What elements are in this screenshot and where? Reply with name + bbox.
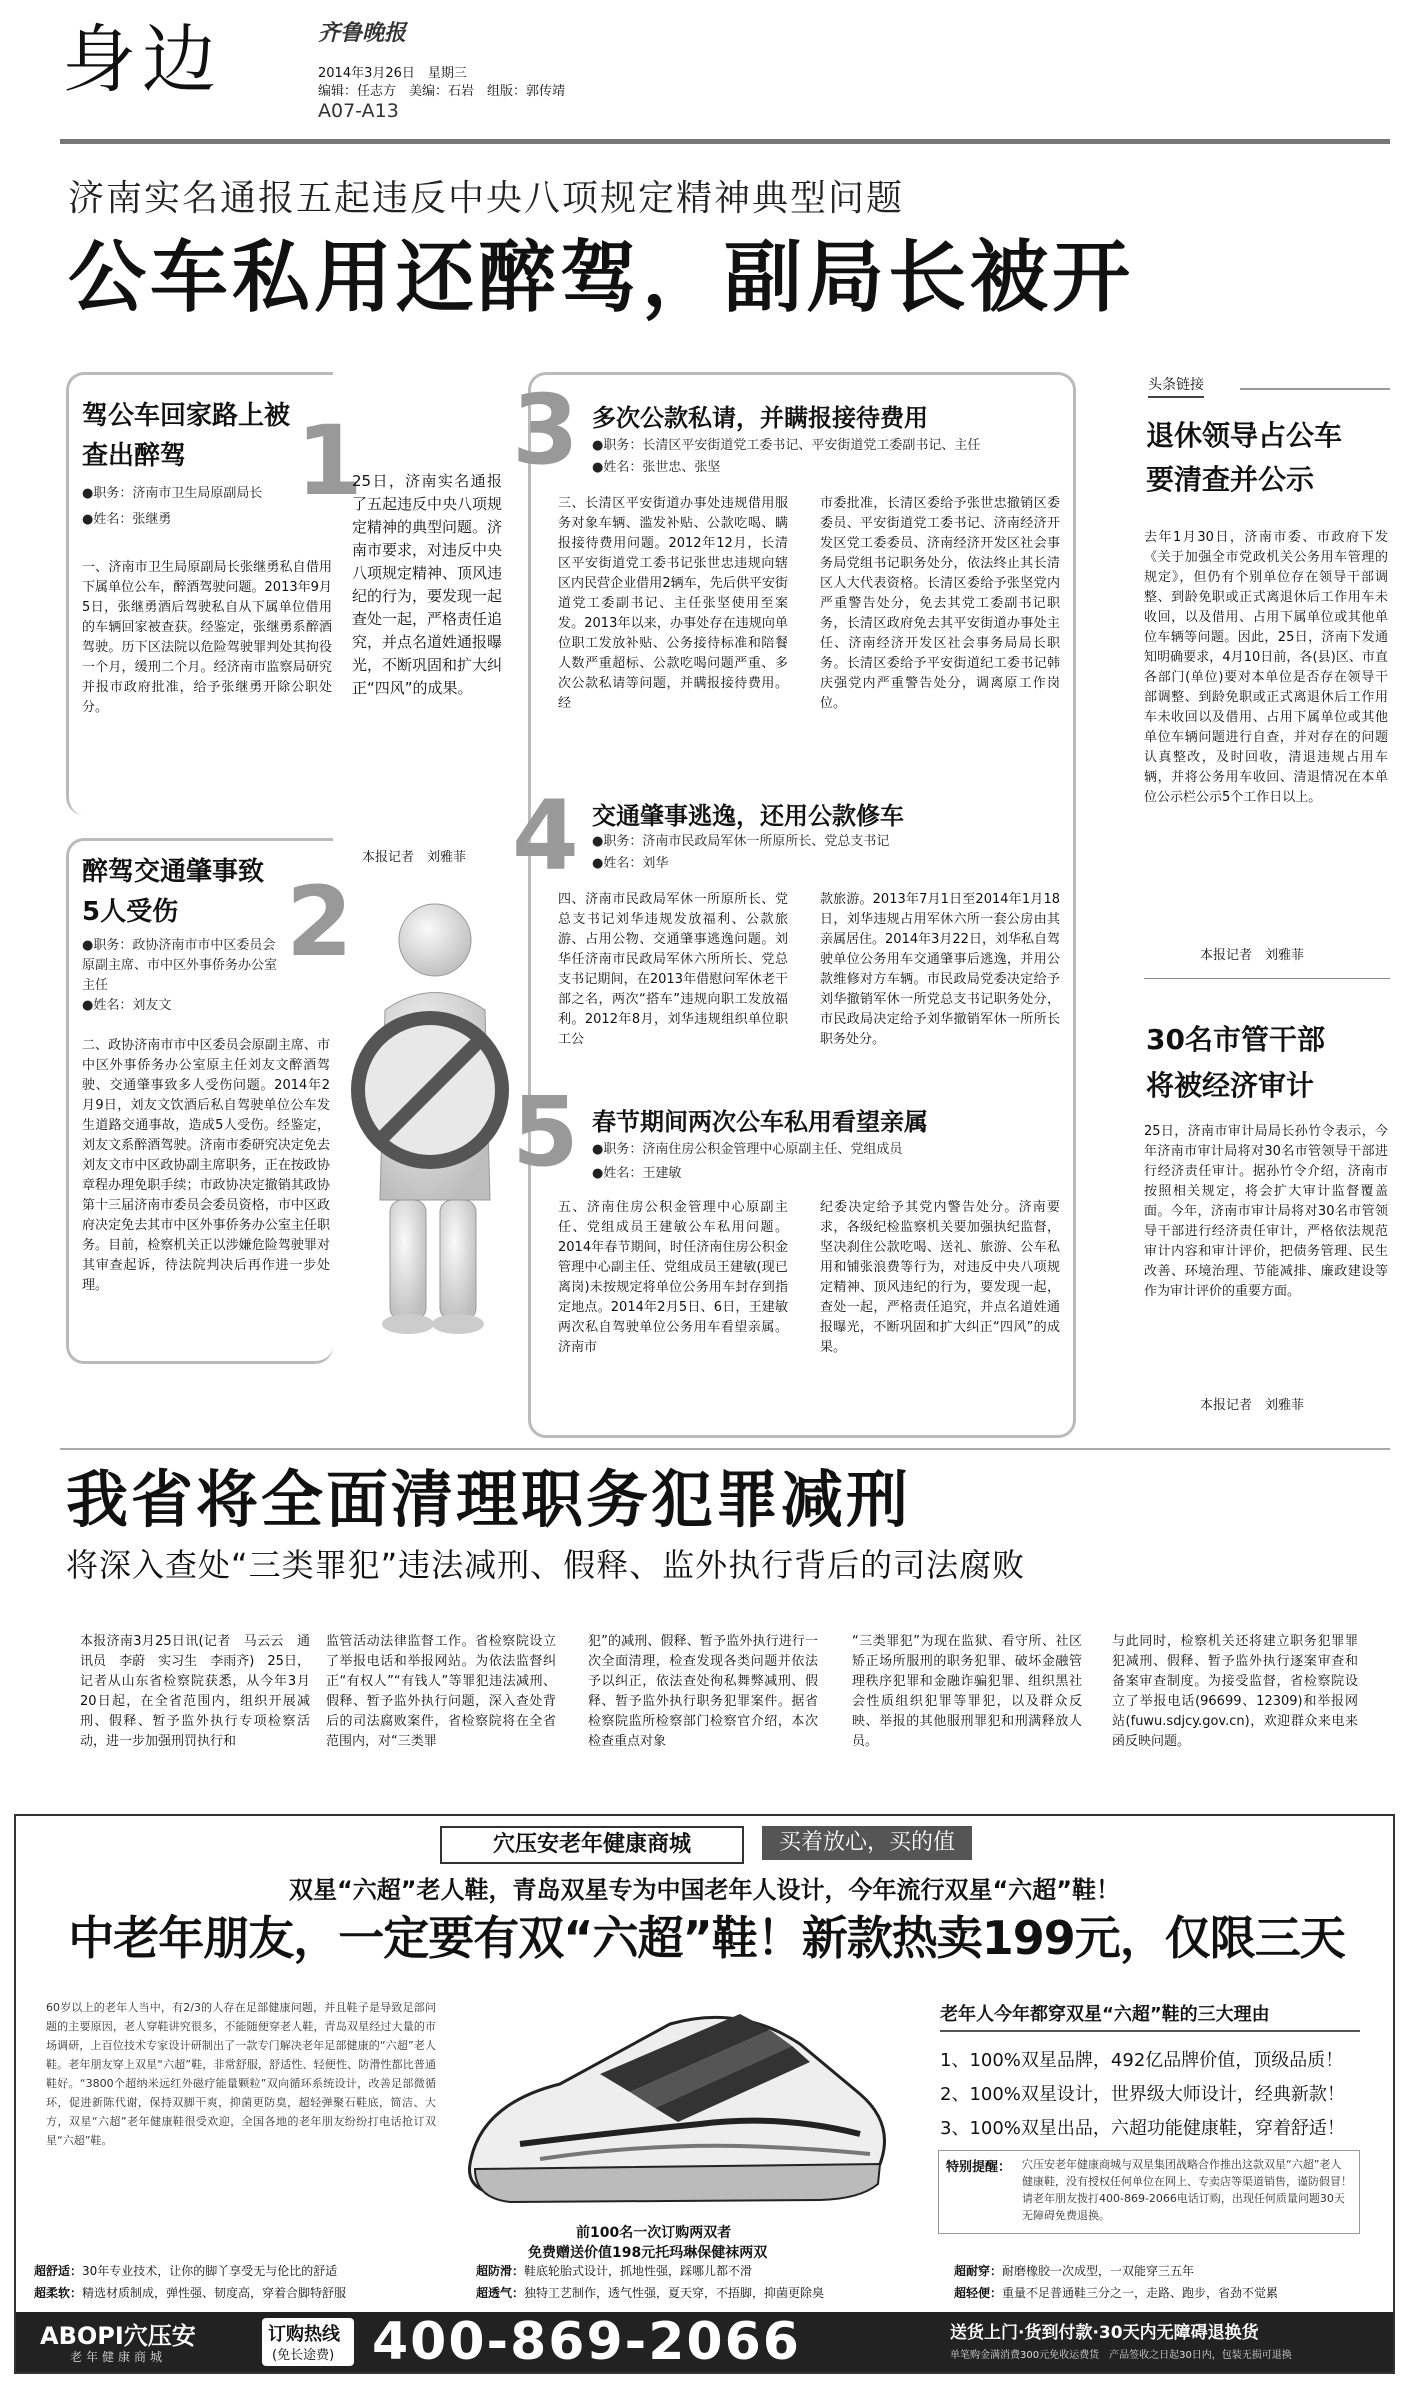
- case-5-name: ●姓名：王建敏: [592, 1166, 682, 1181]
- case-2-name: ●姓名：刘友文: [82, 998, 172, 1013]
- ad-feature-5-text: 耐磨橡胶一次成型，一双能穿三五年: [1002, 2264, 1195, 2278]
- main-intro: 25日，济南实名通报了五起违反中央八项规定精神的典型问题。济南市要求，对违反中央八项规定精神、顶风违纪的行为，要发现一起查处一起，严格责任追究，并点名道姓通报曝光，不断巩固和扩大纠正“四风”的成果。: [352, 472, 503, 697]
- case-2-title: 醉驾交通肇事致5人受伤: [82, 857, 265, 927]
- case-4-name: ●姓名：刘华: [592, 856, 669, 871]
- ad-feature-4-label: 超透气：: [476, 2286, 525, 2300]
- second-col-4: “三类罪犯”为现在监狱、看守所、社区矫正场所服刑的职务犯罪、破坏金融管理秩序犯罪和金融诈骗犯罪、组织黑社会性质组织犯罪等罪犯，以及群众反映、举报的其他服刑罪犯和刑满释放人员。: [852, 1634, 1082, 1749]
- case-3-body-right: 市委批准，长清区委给予张世忠撤销区委委员、平安街道党工委书记、济南经济开发区党工委委员、济南经济开发区社会事务局党组书记职务处分，依法终止其长清区人大代表资格。长清区委给予张坚党内严重警告处分，免去其党工委副书记职务，长清区政府免去其平安街道办事处主任、济南经济开发区社会事务局局长职务。长清区委给予平安街道纪工委书记韩庆强党内严重警告处分，调离原工作岗位。: [820, 496, 1060, 711]
- sidebar-1-title-l2: 要清查并公示: [1146, 463, 1315, 496]
- ad-reasons-title: 老年人今年都穿双星“六超”鞋的三大理由: [940, 2000, 1360, 2032]
- main-byline: 本报记者 刘雅菲: [362, 850, 467, 865]
- second-col-5: 与此同时，检察机关还将建立职务犯罪罪犯减刑、假释、暂予监外执行逐案审查和备案审查制度。为接受监督，省检察院设立了举报电话(96699、12309)和举报网站(fuwu.sdjcy.gov.cn)，欢迎群众来电来函反映问题。: [1112, 1634, 1358, 1749]
- ad-feature-1-text: 30年专业技术，让你的脚丫享受无与伦比的舒适: [82, 2264, 338, 2278]
- case-5-body-right: 纪委决定给予其党内警告处分。济南要求，各级纪检监察机关要加强执纪监督，坚决刹住公款吃喝、送礼、旅游、公车私用和铺张浪费等行为，对违反中央八项规定精神、顶风违纪的行为，要发现一起，查处一起，严格责任追究，并点名道姓通报曝光，不断巩固和扩大纠正“四风”的成果。: [820, 1200, 1060, 1355]
- sidebar-tag-rule: [1240, 388, 1390, 390]
- ad-reason-1: 1、100%双星品牌，492亿品牌价值，顶级品质！: [940, 2050, 1344, 2071]
- sidebar-2-byline: 本报记者 刘雅菲: [1200, 1398, 1305, 1413]
- ad-phone[interactable]: 400-869-2066: [372, 2312, 801, 2372]
- case-2-position: ●职务：政协济南市市中区委员会原副主席、市中区外事侨务办公室主任: [82, 938, 278, 993]
- case-1-position: ●职务：济南市卫生局原副局长: [82, 486, 263, 501]
- case-1-title: [82, 396, 292, 476]
- case-5-number: 5: [512, 1076, 579, 1188]
- second-col-2: 监管活动法律监督工作。省检察院设立了举报电话和举报网站。为依法监督纠正“有权人”“有钱人”等罪犯违法减刑、假释、暂予监外执行问题，深入查处背后的司法腐败案件，省检察院将在全省范围内，对“三类罪: [326, 1634, 556, 1749]
- issue-date: 2014年3月26日 星期三: [318, 66, 467, 81]
- ad-service-note: 单笔购金满消费300元免收运费货 产品签收之日起30日内，包装无损可退换: [950, 2350, 1292, 2361]
- sidebar-divider: [1144, 978, 1390, 979]
- second-headline: 我省将全面清理职务犯罪减刑: [66, 1463, 912, 1536]
- case-5-title: 春节期间两次公车私用看望亲属: [592, 1108, 928, 1136]
- second-subhead: 将深入查处“三类罪犯”违法减刑、假释、监外执行背后的司法腐败: [66, 1546, 1026, 1584]
- ad-feature-1-label: 超舒适：: [34, 2264, 83, 2278]
- ad-feature-4-text: 独特工艺制作，透气性强，夏天穿，不捂脚，抑菌更除臭: [524, 2286, 825, 2300]
- case-4-number: 4: [512, 780, 579, 892]
- ad-feature-3: [476, 2262, 936, 2280]
- case-5-position: ●职务：济南住房公积金管理中心原副主任、党组成员: [592, 1142, 903, 1157]
- sidebar-1-body: 去年1月30日，济南市委、市政府下发《关于加强全市党政机关公务用车管理的规定》，但仍有个别单位存在领导干部调整、到龄免职或正式离退休后工作用车未收回，以及借用、占用下属单位或其他单位车辆等问题。因此，25日，济南下发通知明确要求，4月10日前，各(县)区、市直各部门(单位)要对本单位是否存在领导干部调整、到龄免职或正式离退休后工作用车未收回以及借用、占用下属单位或其他单位车辆问题进行自查，并对存在的问题认真整改，及时回收，清退违规占用车辆，并将公务用车收回、清退情况在本单位公示栏公示5个工作日以上。: [1144, 530, 1388, 805]
- page-range: A07-A13: [318, 100, 399, 122]
- main-headline: 公车私用还醉驾，副局长被开: [68, 233, 1135, 323]
- ad-special-text: 穴压安老年健康商城与双星集团战略合作推出这款双星“六超”老人健康鞋，没有授权任何单位在网上、专卖店等渠道销售，谨防假冒！请老年朋友拨打400-869-2066电话订购，出现任何质量问题30天无障碍免费退换。: [1022, 2158, 1352, 2222]
- case-4-position: ●职务：济南市民政局军休一所原所长、党总支书记: [592, 834, 890, 849]
- editors: 编辑：任志方 美编：石岩 组版：郭传靖: [318, 84, 566, 99]
- ad-service: 送货上门·货到付款·30天内无障碍退换货: [950, 2323, 1259, 2343]
- second-col-1: 本报济南3月25日讯(记者 马云云 通讯员 李蔚 实习生 李雨齐) 25日，记者从山东省检察院获悉，从今年3月20日起，在全省范围内，组织开展减刑、假释、暂予监外执行专项检察活动，进一步加强刑罚执行和: [80, 1634, 310, 1749]
- ad-brand: ABOPI穴压安: [40, 2322, 196, 2350]
- ad-slogan: 买着放心，买的值: [762, 1826, 972, 1860]
- ad-line1: 双星“六超”老人鞋，青岛双星专为中国老年人设计，今年流行双星“六超”鞋！: [288, 1876, 1121, 1904]
- ad-feature-1: [34, 2262, 454, 2280]
- case-4-title: 交通肇事逃逸，还用公款修车: [592, 802, 904, 830]
- ad-store-name: 穴压安老年健康商城: [440, 1826, 744, 1864]
- case-1-number: 1: [296, 405, 363, 517]
- sidebar-1-byline: 本报记者 刘雅菲: [1200, 948, 1305, 963]
- case-3-title: 多次公款私请，并瞒报接待费用: [592, 404, 928, 432]
- ad-feature-4: [476, 2284, 936, 2302]
- ad-feature-3-text: 鞋底轮胎式设计，抓地性强，踩哪儿都不滑: [524, 2264, 753, 2278]
- case-1-title-text: 驾公车回家路上被查出醉驾: [82, 401, 291, 471]
- shoe-caption-1: 前100名一次订购两双者: [576, 2225, 732, 2241]
- shoe-caption-2: 免费赠送价值198元托玛琳保健袜两双: [528, 2245, 768, 2261]
- ad-reason-2: 2、100%双星设计，世界级大师设计，经典新款！: [940, 2084, 1345, 2105]
- sidebar-2-title-l1: 30名市管干部: [1146, 1023, 1325, 1056]
- sidebar-1-title-l1: 退休领导占公车: [1146, 419, 1343, 452]
- case-2-body: 二、政协济南市市中区委员会原副主席、市中区外事侨务办公室原主任刘友文醉酒驾驶、交通肇事致多人受伤问题。2014年2月9日，刘友文饮酒后私自驾驶单位公车发生道路交通事故，造成5人受伤。经鉴定，刘友文系醉酒驾驶。济南市委研究决定免去刘友文市中区政协副主席职务，正在按政协章程办理免职手续；市政协决定撤销其政协第十三届济南市委员会委员资格，市中区政府决定免去其市中区外事侨务办公室主任职务。目前，检察机关正以涉嫌危险驾驶罪对其审查起诉，待法院判决后再作进一步处理。: [82, 1038, 330, 1293]
- ad-feature-6-text: 重量不足普通鞋三分之一，走路、跑步，省劲不觉累: [1002, 2286, 1279, 2300]
- second-col-3: 犯”的减刑、假释、暂予监外执行进行一次全面清理，检查发现各类问题并依法予以纠正，依法查处徇私舞弊减刑、假释、暂予监外执行职务犯罪案件。据省检察院监所检察部门检察官介绍，本次检查重点对象: [588, 1634, 818, 1749]
- ad-feature-5-label: 超耐穿：: [954, 2264, 1003, 2278]
- case-4-body-left: 四、济南市民政局军休一所原所长、党总支书记刘华违规发放福利、公款旅游、占用公物、交通肇事逃逸问题。刘华任济南市民政局军休六所所长、党总支书记期间，在2013年借慰问军休老干部之名，两次“搭车”违规向职工发放福利。2012年8月，刘华违规组织单位职工公: [558, 892, 788, 1047]
- main-kicker: 济南实名通报五起违反中央八项规定精神典型问题: [68, 178, 905, 219]
- sidebar-2-title-l2: 将被经济审计: [1146, 1069, 1315, 1102]
- case-3-name: ●姓名：张世忠、张坚: [592, 460, 721, 475]
- case-5-body-left: 五、济南住房公积金管理中心原副主任、党组成员王建敏公车私用问题。2014年春节期间，时任济南住房公积金管理中心副主任、党组成员王建敏(现已离岗)未按规定将单位公务用车封存到指定地点。2014年2月5日、6日，王建敏两次私自驾驶单位公务用车看望亲属。济南市: [558, 1200, 788, 1355]
- ad-feature-6: [954, 2284, 1384, 2302]
- ad-special-label: 特别提醒：: [946, 2160, 1012, 2175]
- shoe-image: [440, 1984, 910, 2224]
- case-3-number: 3: [512, 374, 579, 486]
- mid-rule: [60, 1448, 1390, 1450]
- sidebar-tag: 头条链接: [1148, 374, 1204, 398]
- ad-feature-6-label: 超轻便：: [954, 2286, 1003, 2300]
- sidebar-2-body: 25日，济南市审计局局长孙竹令表示，今年济南市审计局将对30名市管领导干部进行经济责任审计。据孙竹令介绍，济南市按照相关规定，将会扩大审计监督覆盖面。今年，济南市审计局将对30名市管领导干部进行经济责任审计，严格依法规范审计内容和审计评价，把债务管理、民生改善、环境治理、节能减排、廉政建设等作为审计评价的重要方面。: [1144, 1124, 1388, 1299]
- ad-feature-2-label: 超柔软：: [34, 2286, 83, 2300]
- ad-brand-sub: 老年健康商城: [70, 2350, 167, 2364]
- no-sign-illustration: [340, 900, 520, 1340]
- section-title: 身边: [62, 17, 222, 103]
- ad-feature-3-label: 超防滑：: [476, 2264, 525, 2278]
- ad-feature-2: [34, 2284, 454, 2302]
- ad-feature-5: [954, 2262, 1374, 2280]
- case-3-body-left: 三、长清区平安街道办事处违规借用服务对象车辆、滥发补贴、公款吃喝、瞒报接待费用问题。2012年12月，长清区平安街道党工委书记张世忠违规向辖区内民营企业借用2辆车，先后供平安街道党工委副书记、主任张坚使用至案发。2013年以来，办事处存在违规向单位职工发放补贴、公务接待标准和陪餐人数严重超标、公款吃喝问题严重、多次公款私请等问题，并瞒报接待费用。经: [558, 496, 788, 711]
- case-1-name: ●姓名：张继勇: [82, 512, 172, 527]
- case-3-position: ●职务：长清区平安街道党工委书记、平安街道党工委副书记、主任: [592, 438, 981, 453]
- paper-logo: 齐鲁晚报: [318, 20, 407, 46]
- case-1-body: 一、济南市卫生局原副局长张继勇私自借用下属单位公车，醉酒驾驶问题。2013年9月5日，张继勇酒后驾驶私自从下属单位借用的车辆回家被查获。经鉴定，张继勇系醉酒驾驶。历下区法院以危险驾驶罪判处其拘役一个月，缓刑二个月。经济南市监察局研究并报市政府批准，给予张继勇开除公职处分。: [82, 560, 332, 715]
- case-4-body-right: 款旅游。2013年7月1日至2014年1月18日，刘华违规占用军休六所一套公房由其亲属居住。2014年3月22日，刘华私自驾驶单位公务用车交通肇事后逃逸，并用公款维修对方车辆。市民政局党委决定给予刘华撤销军休一所党总支书记职务处分，市民政局决定给予刘华撤销军休一所所长职务处分。: [820, 892, 1060, 1047]
- ad-hotline-label: 订购热线: [268, 2324, 340, 2345]
- case-2-number: 2: [286, 866, 353, 978]
- ad-feature-2-text: 精选材质制成，弹性强、韧度高，穿着合脚特舒服: [82, 2286, 347, 2300]
- header-rule: [60, 139, 1390, 144]
- ad-headline: 中老年朋友，一定要有双“六超”鞋！新款热卖199元，仅限三天: [68, 1911, 1345, 1965]
- ad-intro: 60岁以上的老年人当中，有2/3的人存在足部健康问题，并且鞋子是导致足部问题的主要原因，老人穿鞋讲究很多，不能随便穿老人鞋，青岛双星经过大量的市场调研，上百位技术专家设计研制出了一款专门解决老年足部健康的“六超”老人鞋。老年朋友穿上双星“六超”鞋，非常舒服，舒适性、轻便性、防滑性都比普通鞋好。“3800个超纳米远红外磁疗能量颗粒”双向循环系统设计，改善足部微循环，促进新陈代谢，保持双脚干爽，抑菌更防臭，超轻弹聚石鞋底，简洁、大方，双星“六超”老年健康鞋很受欢迎，全国各地的老年朋友纷纷打电话抢订双星“六超”鞋。: [46, 2001, 436, 2147]
- ad-hotline-sub: (免长途费): [272, 2348, 335, 2363]
- ad-reason-3: 3、100%双星出品，六超功能健康鞋，穿着舒适！: [940, 2118, 1345, 2139]
